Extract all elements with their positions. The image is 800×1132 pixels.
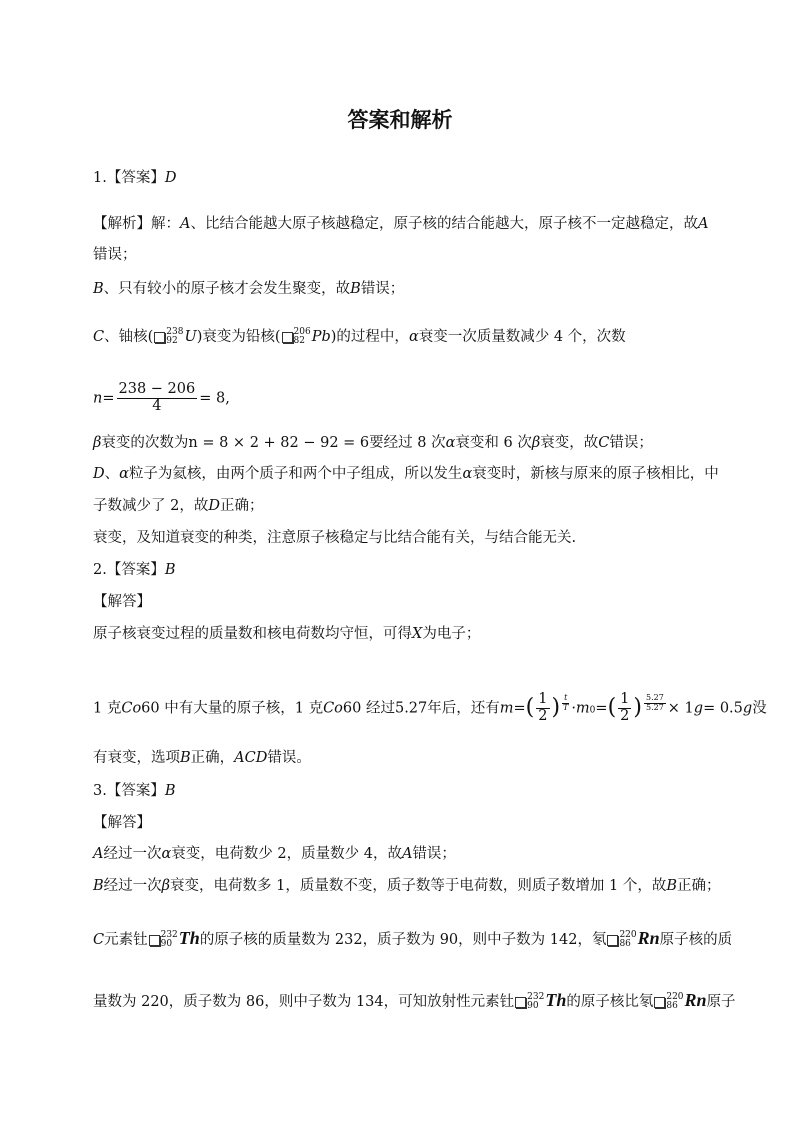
q1-d-line1: D、α粒子为氦核，由两个质子和两个中子组成，所以发生α衰变时，新核与原来的原子核相比，中 — [93, 466, 719, 482]
q3-jieda: 【解答】 — [93, 815, 151, 831]
q3-answer-line: 3.【答案】B — [93, 783, 176, 799]
missing-glyph-box — [149, 935, 160, 946]
q1-d-line2: 子数减少了 2，故D正确； — [93, 498, 264, 514]
q1-summary: 衰变，及知道衰变的种类，注意原子核稳定与比结合能有关，与结合能无关. — [93, 530, 577, 546]
q2-line3: 有衰变，选项B正确，ACD错误。 — [93, 750, 311, 766]
q2-jieda: 【解答】 — [93, 594, 151, 610]
q3-d-line: 量数为 220，质子数为 86，则中子数为 134，可知放射性元素钍 232 90 Th的原子核比氡 220 86 Rn原子 — [93, 990, 736, 1011]
q1-n-equation: n= $\frac{238 - 206}{4}$ = 8, — [93, 381, 230, 414]
missing-glyph-box — [515, 997, 526, 1008]
q2-answer-line: 2.【答案】B — [93, 562, 176, 578]
q3-a-line: A经过一次α衰变，电荷数少 2，质量数少 4，故A错误； — [93, 846, 456, 862]
q1-answer-line: 1.【答案】D — [93, 170, 177, 186]
q1-analysis-line2: 错误； — [93, 247, 137, 263]
q1-analysis-line1: 【解析】解：A、比结合能越大原子核越稳定，原子核的结合能越大，原子核不一定越稳定，故A — [93, 216, 709, 232]
missing-glyph-box — [607, 935, 618, 946]
q1-b-line: B、只有较小的原子核才会发生聚变，故B错误； — [93, 281, 405, 297]
q1-beta-line: β衰变的次数为n = 8 × 2 + 82 − 92 = 6要经过 8 次α衰变和 6 次β衰变，故C错误； — [93, 435, 653, 451]
q3-c-line: C元素钍 232 90 Th的原子核的质量数为 232，质子数为 90，则中子数为 142，氡 220 86 Rn原子核的质 — [93, 928, 733, 949]
missing-glyph-box — [654, 997, 665, 1008]
missing-glyph-box — [282, 332, 293, 343]
q2-line1: 原子核衰变过程的质量数和核电荷数均守恒，可得X为电子； — [93, 626, 481, 642]
q3-b-line: B经过一次β衰变，电荷数多 1，质量数不变，质子数等于电荷数，则质子数增加 1 个，故B正确； — [93, 878, 721, 894]
q1-c-line: C、铀核( 238 92 U)衰变为铅核( 206 82 Pb)的过程中，α衰变一次质量数减少 4 个，次数 — [93, 327, 626, 346]
page-title: 答案和解析 — [347, 108, 453, 132]
q2-equation-line: 1 克Co60 中有大量的原子核，1 克Co60 经过5.27年后，还有m=( $\frac{1}{2}$ ) $\frac{t}{T}$ ·m0=( $\frac{1}{2}$ ) $\frac{5.27}{5.27}$ × 1g= 0.5g没 — [93, 691, 767, 724]
missing-glyph-box — [154, 332, 165, 343]
